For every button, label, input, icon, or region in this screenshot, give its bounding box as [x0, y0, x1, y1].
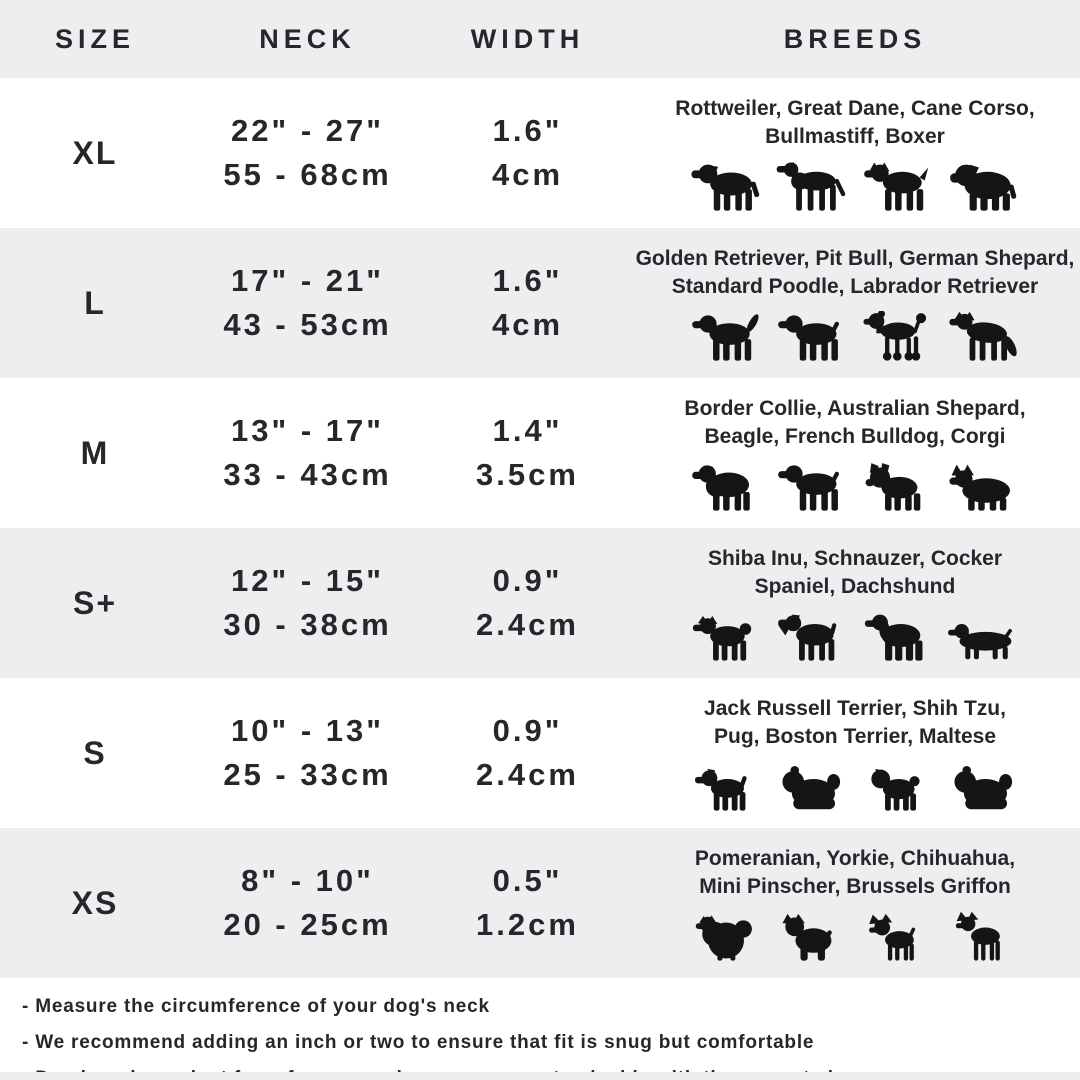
- neck-inches: 12" - 15": [231, 562, 384, 598]
- neck-measurement: [190, 859, 425, 947]
- breeds-cell: [630, 91, 1080, 214]
- width-measurement: [425, 709, 630, 797]
- breed-icons: [690, 457, 1020, 515]
- breeds-cell: [630, 841, 1080, 964]
- width-measurement: [425, 859, 630, 947]
- breed-icons: [690, 157, 1020, 215]
- width-inches: 0.5": [492, 862, 563, 898]
- table-body: [0, 78, 1080, 978]
- maltese-icon: [948, 761, 1020, 815]
- breeds-list-line2: Spaniel, Dachshund: [754, 575, 956, 598]
- breeds-list-line1: Rottweiler, Great Dane, Cane Corso,: [675, 97, 1035, 121]
- corgi-icon: [948, 461, 1020, 515]
- table-row: [0, 378, 1080, 528]
- width-measurement: [425, 109, 630, 197]
- table-header: [0, 0, 1080, 78]
- breeds-list-line2: Beagle, French Bulldog, Corgi: [704, 425, 1006, 448]
- width-inches: 0.9": [492, 562, 563, 598]
- header-size: SIZE: [54, 23, 135, 54]
- size-label: S+: [72, 584, 118, 621]
- note-measure: - Measure the circumference of your dog's neck: [22, 996, 490, 1017]
- table-row: [0, 828, 1080, 978]
- breed-icons: [690, 757, 1020, 815]
- table-row: [0, 228, 1080, 378]
- great-dane-icon: [776, 161, 848, 215]
- breeds-list-line1: Border Collie, Australian Shepard,: [684, 397, 1026, 421]
- breeds-list-line1: Jack Russell Terrier, Shih Tzu,: [704, 697, 1006, 721]
- breeds-list-line2: Mini Pinscher, Brussels Griffon: [699, 875, 1011, 898]
- neck-measurement: [190, 709, 425, 797]
- size-label: S: [83, 734, 107, 771]
- size-label: XS: [71, 884, 119, 921]
- neck-cm: 20 - 25cm: [223, 907, 392, 942]
- shih-tzu-icon: [776, 761, 848, 815]
- width-cm: 3.5cm: [476, 457, 579, 492]
- width-cm: 4cm: [491, 157, 564, 192]
- width-cm: 2.4cm: [476, 607, 579, 642]
- size-label: L: [84, 284, 106, 321]
- neck-inches: 17" - 21": [231, 262, 384, 298]
- pug-icon: [862, 761, 934, 815]
- neck-measurement: [190, 259, 425, 347]
- beagle-icon: [776, 461, 848, 515]
- breeds-cell: [630, 241, 1080, 364]
- bullmastiff-icon: [948, 161, 1020, 215]
- cane-corso-icon: [862, 161, 934, 215]
- breed-icons: [690, 307, 1020, 365]
- neck-inches: 10" - 13": [231, 712, 384, 748]
- neck-cm: 43 - 53cm: [223, 307, 392, 342]
- shiba-inu-icon: [690, 611, 762, 665]
- notes: [0, 978, 1080, 1080]
- breeds-list-line1: Pomeranian, Yorkie, Chihuahua,: [694, 847, 1016, 871]
- neck-measurement: [190, 409, 425, 497]
- width-inches: 1.6": [492, 112, 563, 148]
- standard-poodle-icon: [862, 311, 934, 365]
- width-measurement: [425, 259, 630, 347]
- german-shepard-icon: [948, 311, 1020, 365]
- mini-pinscher-icon: [948, 911, 1020, 965]
- breeds-list-line1: Shiba Inu, Schnauzer, Cocker: [707, 547, 1003, 571]
- breeds-cell: [630, 391, 1080, 514]
- cocker-spaniel-icon: [862, 611, 934, 665]
- header-width: WIDTH: [470, 23, 585, 54]
- golden-retriever-icon: [690, 311, 762, 365]
- breeds-cell: [630, 541, 1080, 664]
- width-cm: 2.4cm: [476, 757, 579, 792]
- breeds-cell: [630, 691, 1080, 814]
- width-inches: 0.9": [492, 712, 563, 748]
- australian-shepard-icon: [690, 461, 762, 515]
- breed-icons: [690, 607, 1020, 665]
- size-label: M: [80, 434, 110, 471]
- neck-cm: 55 - 68cm: [223, 157, 392, 192]
- width-measurement: [425, 559, 630, 647]
- pomeranian-icon: [690, 911, 762, 965]
- note-recommend: - We recommend adding an inch or two to ensure that fit is snug but comfortable: [22, 1031, 815, 1053]
- width-cm: 1.2cm: [476, 907, 579, 942]
- width-inches: 1.4": [492, 412, 563, 448]
- dachshund-icon: [948, 611, 1020, 665]
- header-breeds: BREEDS: [783, 23, 927, 54]
- schnauzer-icon: [776, 611, 848, 665]
- width-measurement: [425, 409, 630, 497]
- neck-inches: 8" - 10": [241, 862, 374, 898]
- size-label: XL: [72, 134, 118, 171]
- header-neck: NECK: [259, 23, 356, 54]
- neck-measurement: [190, 559, 425, 647]
- breeds-list-line2: Pug, Boston Terrier, Maltese: [713, 725, 996, 748]
- neck-measurement: [190, 109, 425, 197]
- neck-cm: 25 - 33cm: [223, 757, 392, 792]
- rottweiler-icon: [690, 161, 762, 215]
- neck-cm: 30 - 38cm: [223, 607, 392, 642]
- table-row: [0, 528, 1080, 678]
- jack-russell-icon: [690, 761, 762, 815]
- width-inches: 1.6": [492, 262, 563, 298]
- neck-inches: 13" - 17": [231, 412, 384, 448]
- table-row: [0, 78, 1080, 228]
- breeds-list-line1: Golden Retriever, Pit Bull, German Shepard,: [635, 247, 1075, 271]
- french-bulldog-icon: [862, 461, 934, 515]
- bottom-strip-divider: [0, 1072, 1080, 1080]
- yorkie-icon: [776, 911, 848, 965]
- breeds-list-line2: Standard Poodle, Labrador Retriever: [671, 275, 1039, 298]
- table-row: [0, 678, 1080, 828]
- width-cm: 4cm: [491, 307, 564, 342]
- chihuahua-icon: [862, 911, 934, 965]
- neck-cm: 33 - 43cm: [223, 457, 392, 492]
- breed-icons: [690, 907, 1020, 965]
- breeds-list-line2: Bullmastiff, Boxer: [765, 125, 945, 148]
- neck-inches: 22" - 27": [231, 112, 384, 148]
- labrador-retriever-icon: [776, 311, 848, 365]
